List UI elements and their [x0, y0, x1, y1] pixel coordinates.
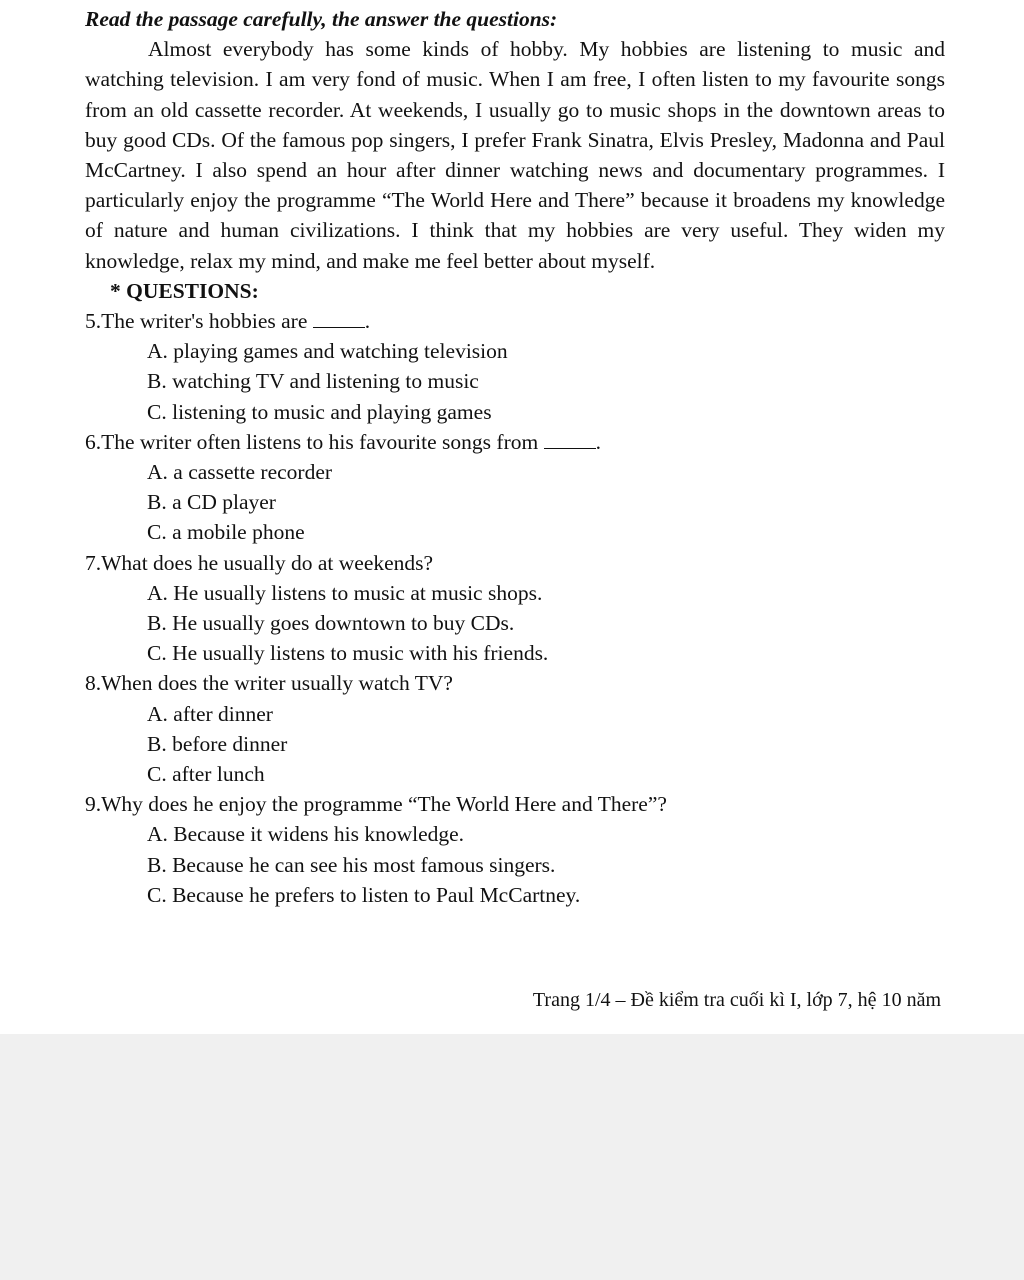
option-b: B. watching TV and listening to music	[147, 369, 479, 394]
questions-heading: * QUESTIONS:	[110, 278, 259, 303]
option-c: C. listening to music and playing games	[147, 399, 492, 424]
option-b: B. He usually goes downtown to buy CDs.	[147, 611, 515, 636]
answer-blank	[544, 430, 596, 449]
question-7	[85, 548, 945, 669]
option-a: A. playing games and watching television	[147, 339, 508, 364]
page-content	[85, 4, 945, 910]
question-6	[85, 427, 945, 548]
question-stem: 9.Why does he enjoy the programme “The World Here and There”?	[85, 792, 667, 817]
question-8	[85, 668, 945, 789]
option-a: A. a cassette recorder	[147, 460, 333, 485]
question-stem: 8.When does the writer usually watch TV?	[85, 671, 453, 696]
option-c: C. after lunch	[147, 762, 265, 787]
question-stem: 6.The writer often listens to his favourite songs from	[85, 429, 539, 454]
instruction-heading: Read the passage carefully, the answer the questions:	[85, 7, 558, 31]
question-9	[85, 789, 945, 910]
question-stem: 7.What does he usually do at weekends?	[85, 550, 434, 575]
page-footer: Trang 1/4 – Đề kiểm tra cuối kì I, lớp 7, hệ 10 năm	[532, 989, 941, 1011]
option-c: C. a mobile phone	[147, 520, 305, 545]
option-a: A. after dinner	[147, 701, 273, 726]
option-b: B. a CD player	[147, 490, 276, 515]
question-stem: 5.The writer's hobbies are	[85, 309, 308, 334]
question-suffix: .	[595, 429, 601, 454]
option-a: A. Because it widens his knowledge.	[147, 822, 465, 847]
option-b: B. before dinner	[147, 731, 288, 756]
question-suffix: .	[364, 309, 371, 334]
answer-blank	[313, 309, 365, 328]
option-c: C. He usually listens to music with his friends.	[147, 641, 549, 666]
question-5	[85, 306, 945, 427]
option-c: C. Because he prefers to listen to Paul McCartney.	[147, 882, 581, 907]
option-a: A. He usually listens to music at music shops.	[147, 580, 543, 605]
option-b: B. Because he can see his most famous singers.	[147, 852, 556, 877]
reading-passage: Almost everybody has some kinds of hobby. My hobbies are listening to music and watching television. I am very fond of music. When I am free, I often listen to my favourite songs from an old cassette recorder. At weekends, I usually go to music shops in the downtown areas to buy good CDs. Of the famous pop singers, I prefer Frank Sinatra, Elvis Presley, Madonna and Paul McCartney. I also spend an hour after dinner watching news and documentary programmes. I particularly enjoy the programme “The World Here and There” because it broadens my knowledge of nature and human civilizations. I think that my hobbies are very useful. They widen my knowledge, relax my mind, and make me feel better about myself.	[85, 37, 945, 273]
